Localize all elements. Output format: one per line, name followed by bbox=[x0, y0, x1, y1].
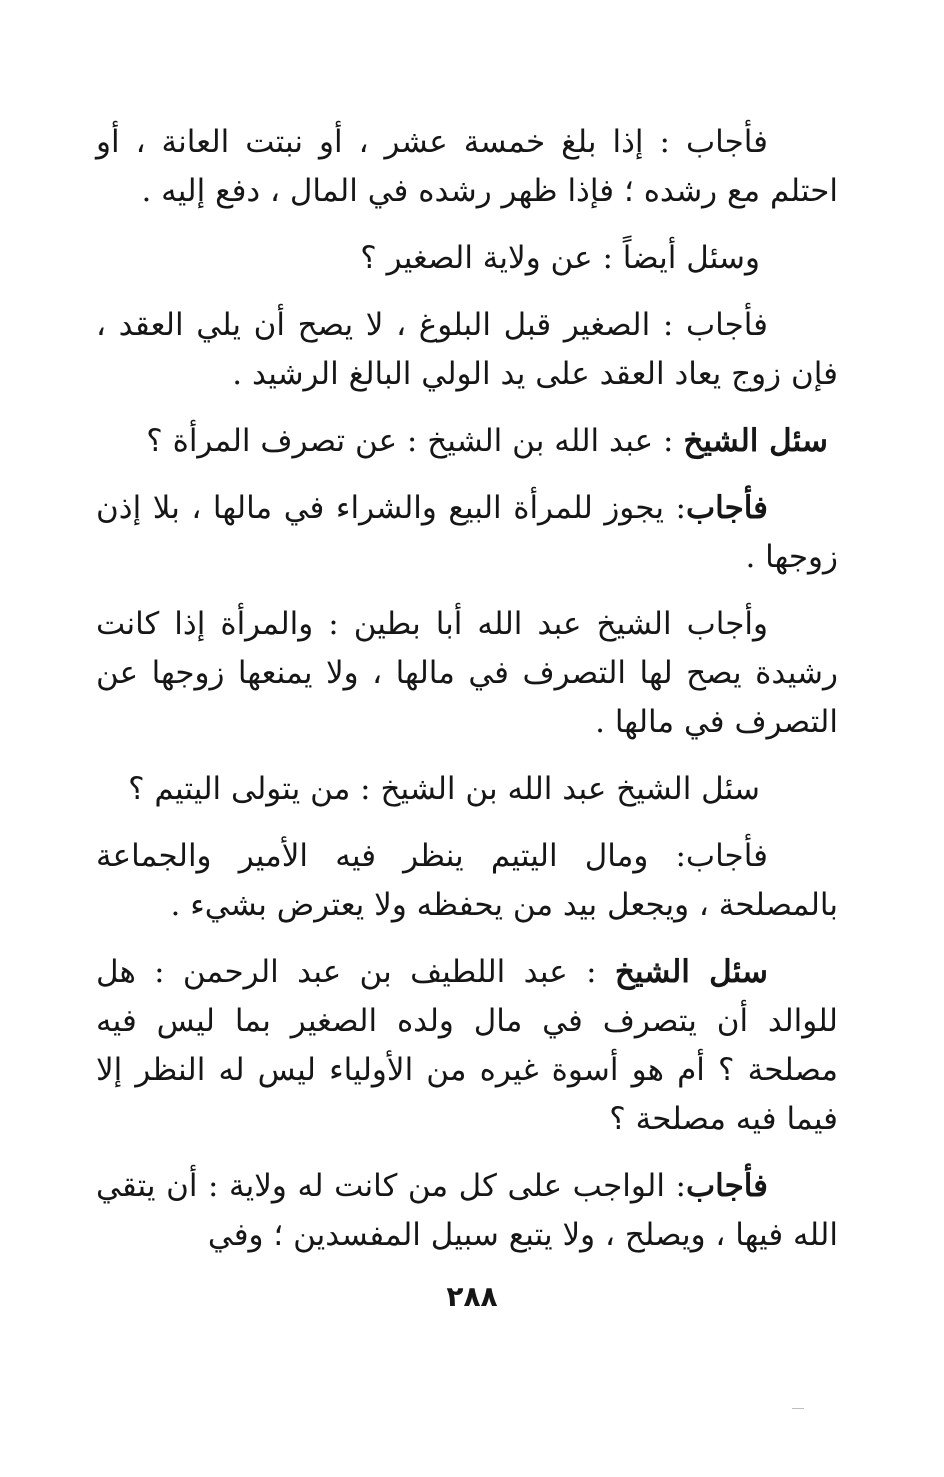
paragraph-question-orphan bbox=[96, 765, 838, 814]
paragraph-answer-orphan bbox=[96, 832, 838, 930]
paragraph-question-woman-dealings bbox=[96, 417, 838, 466]
paragraph-answer-puberty bbox=[96, 118, 838, 216]
paragraph-answer-guardianship bbox=[96, 301, 838, 399]
page-number: ٢٨٨ bbox=[446, 1280, 498, 1313]
paragraph-answer-father bbox=[96, 1162, 838, 1260]
paragraph-question-guardianship bbox=[96, 234, 838, 283]
paragraph-lead: سئل الشيخ bbox=[614, 954, 768, 990]
page-body bbox=[96, 118, 838, 1278]
paragraph-answer-woman-dealings bbox=[96, 484, 838, 582]
paragraph-text: : الواجب على كل من كانت له ولاية : أن يتقي الله فيها ، ويصلح ، ولا يتبع سبيل المفسدين ؛ وفي bbox=[96, 1168, 838, 1253]
paragraph-text: وأجاب الشيخ عبد الله أبا بطين : والمرأة إذا كانت رشيدة يصح لها التصرف في مالها ، ولا يمنعها زوجها عن التصرف في مالها . bbox=[96, 606, 838, 740]
paragraph-lead: سئل الشيخ bbox=[683, 423, 828, 459]
paragraph-lead: فأجاب bbox=[685, 490, 768, 526]
paragraph-answer-aba-butain bbox=[96, 600, 838, 747]
paragraph-question-father bbox=[96, 948, 838, 1144]
scan-mark bbox=[792, 1408, 804, 1412]
paragraph-lead: فأجاب bbox=[685, 1168, 768, 1204]
paragraph-text: فأجاب : الصغير قبل البلوغ ، لا يصح أن يلي العقد ، فإن زوج يعاد العقد على يد الولي البالغ الرشيد . bbox=[96, 307, 838, 392]
paragraph-text: فأجاب: ومال اليتيم ينظر فيه الأمير والجماعة بالمصلحة ، ويجعل بيد من يحفظه ولا يعترض بشيء . bbox=[96, 838, 838, 923]
paragraph-text: : يجوز للمرأة البيع والشراء في مالها ، بلا إذن زوجها . bbox=[96, 490, 838, 575]
paragraph-text: : عبد اللطيف بن عبد الرحمن : هل للوالد أن يتصرف في مال ولده الصغير بما ليس فيه مصلحة ؟ أم هو أسوة غيره من الأولياء ليس له النظر إلا فيما فيه مصلحة ؟ bbox=[96, 954, 838, 1137]
paragraph-text: فأجاب : إذا بلغ خمسة عشر ، أو نبتت العانة ، أو احتلم مع رشده ؛ فإذا ظهر رشده في المال ، دفع إليه . bbox=[96, 124, 838, 209]
paragraph-text: : عبد الله بن الشيخ : عن تصرف المرأة ؟ bbox=[146, 423, 684, 459]
paragraph-text: سئل الشيخ عبد الله بن الشيخ : من يتولى اليتيم ؟ bbox=[128, 771, 760, 807]
paragraph-text: وسئل أيضاً : عن ولاية الصغير ؟ bbox=[360, 240, 760, 276]
